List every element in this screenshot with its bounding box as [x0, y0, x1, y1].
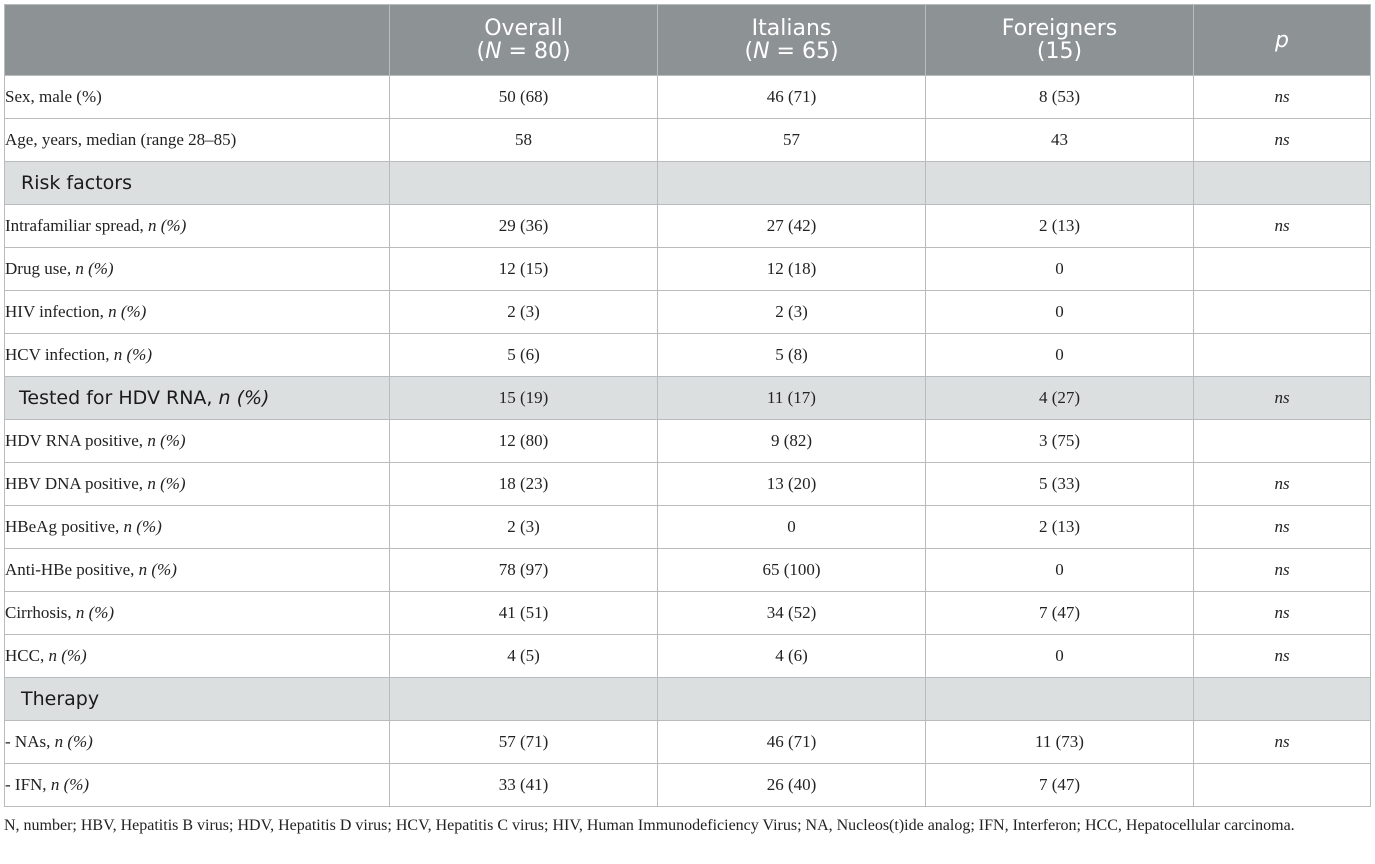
header-p-value: p [1194, 5, 1371, 76]
section-row-therapy [5, 678, 1371, 721]
overall-value: 41 (51) [390, 592, 658, 635]
table-row [5, 420, 1371, 463]
characteristics-table [4, 4, 1371, 807]
row-label: HBeAg positive, n (%) [5, 506, 390, 549]
foreigners-value: 0 [926, 248, 1194, 291]
table-row [5, 291, 1371, 334]
p-value [1194, 248, 1371, 291]
p-value: ns [1194, 549, 1371, 592]
overall-value: 50 (68) [390, 76, 658, 119]
italians-value: 12 (18) [658, 248, 926, 291]
p-value: ns [1194, 506, 1371, 549]
row-label: Age, years, median (range 28–85) [5, 119, 390, 162]
p-value: ns [1194, 592, 1371, 635]
row-label: Intrafamiliar spread, n (%) [5, 205, 390, 248]
overall-value: 29 (36) [390, 205, 658, 248]
overall-value: 2 (3) [390, 291, 658, 334]
table-row [5, 463, 1371, 506]
section-row-risk-factors [5, 162, 1371, 205]
header-overall: Overall (N = 80) [390, 5, 658, 76]
table-row [5, 764, 1371, 807]
foreigners-value: 8 (53) [926, 76, 1194, 119]
row-label: HDV RNA positive, n (%) [5, 420, 390, 463]
overall-value: 57 (71) [390, 721, 658, 764]
row-label: Anti-HBe positive, n (%) [5, 549, 390, 592]
row-label: - IFN, n (%) [5, 764, 390, 807]
foreigners-value: 0 [926, 334, 1194, 377]
foreigners-value: 0 [926, 549, 1194, 592]
table-footnote: N, number; HBV, Hepatitis B virus; HDV, Hepatitis D virus; HCV, Hepatitis C virus; HIV, Human Immunodeficiency Virus; NA, Nucleos(t)ide analog; IFN, Interferon; HCC, Hepatocellular carcinoma. [4, 817, 1295, 834]
italians-value: 9 (82) [658, 420, 926, 463]
p-value [1194, 764, 1371, 807]
p-value: ns [1194, 76, 1371, 119]
overall-value: 2 (3) [390, 506, 658, 549]
italians-value: 0 [658, 506, 926, 549]
row-label: Cirrhosis, n (%) [5, 592, 390, 635]
p-value [1194, 420, 1371, 463]
p-value: ns [1194, 635, 1371, 678]
foreigners-value: 5 (33) [926, 463, 1194, 506]
foreigners-value: 11 (73) [926, 721, 1194, 764]
table-row [5, 119, 1371, 162]
p-value: ns [1194, 377, 1371, 420]
table-row [5, 248, 1371, 291]
italians-value: 11 (17) [658, 377, 926, 420]
italians-value: 65 (100) [658, 549, 926, 592]
row-label: HCV infection, n (%) [5, 334, 390, 377]
section-title: Therapy [5, 678, 390, 721]
italians-value: 46 (71) [658, 76, 926, 119]
table-row [5, 592, 1371, 635]
italians-value: 2 (3) [658, 291, 926, 334]
section-title: Risk factors [5, 162, 390, 205]
header-row [5, 5, 1371, 76]
row-label: Drug use, n (%) [5, 248, 390, 291]
table-row [5, 76, 1371, 119]
row-label: HCC, n (%) [5, 635, 390, 678]
italians-value: 13 (20) [658, 463, 926, 506]
foreigners-value: 3 (75) [926, 420, 1194, 463]
overall-value: 12 (15) [390, 248, 658, 291]
p-value: ns [1194, 205, 1371, 248]
table-row [5, 205, 1371, 248]
section-title: Tested for HDV RNA, n (%) [5, 377, 390, 420]
table-row [5, 721, 1371, 764]
foreigners-value: 4 (27) [926, 377, 1194, 420]
italians-value: 57 [658, 119, 926, 162]
header-label-cell [5, 5, 390, 76]
p-value: ns [1194, 721, 1371, 764]
italians-value: 46 (71) [658, 721, 926, 764]
header-foreigners: Foreigners (15) [926, 5, 1194, 76]
overall-value: 15 (19) [390, 377, 658, 420]
p-value: ns [1194, 463, 1371, 506]
foreigners-value: 7 (47) [926, 764, 1194, 807]
overall-value: 58 [390, 119, 658, 162]
foreigners-value: 7 (47) [926, 592, 1194, 635]
row-label: Sex, male (%) [5, 76, 390, 119]
row-label: HIV infection, n (%) [5, 291, 390, 334]
overall-value: 33 (41) [390, 764, 658, 807]
table-row [5, 506, 1371, 549]
overall-value: 12 (80) [390, 420, 658, 463]
table-row [5, 334, 1371, 377]
foreigners-value: 0 [926, 291, 1194, 334]
foreigners-value: 43 [926, 119, 1194, 162]
row-label: - NAs, n (%) [5, 721, 390, 764]
table-row [5, 549, 1371, 592]
section-row-tested-hdv-rna [5, 377, 1371, 420]
italians-value: 26 (40) [658, 764, 926, 807]
italians-value: 5 (8) [658, 334, 926, 377]
table-row [5, 635, 1371, 678]
foreigners-value: 2 (13) [926, 205, 1194, 248]
italians-value: 34 (52) [658, 592, 926, 635]
row-label: HBV DNA positive, n (%) [5, 463, 390, 506]
overall-value: 78 (97) [390, 549, 658, 592]
italians-value: 4 (6) [658, 635, 926, 678]
overall-value: 4 (5) [390, 635, 658, 678]
p-value: ns [1194, 119, 1371, 162]
italians-value: 27 (42) [658, 205, 926, 248]
foreigners-value: 0 [926, 635, 1194, 678]
overall-value: 5 (6) [390, 334, 658, 377]
foreigners-value: 2 (13) [926, 506, 1194, 549]
header-italians: Italians (N = 65) [658, 5, 926, 76]
overall-value: 18 (23) [390, 463, 658, 506]
p-value [1194, 291, 1371, 334]
p-value [1194, 334, 1371, 377]
